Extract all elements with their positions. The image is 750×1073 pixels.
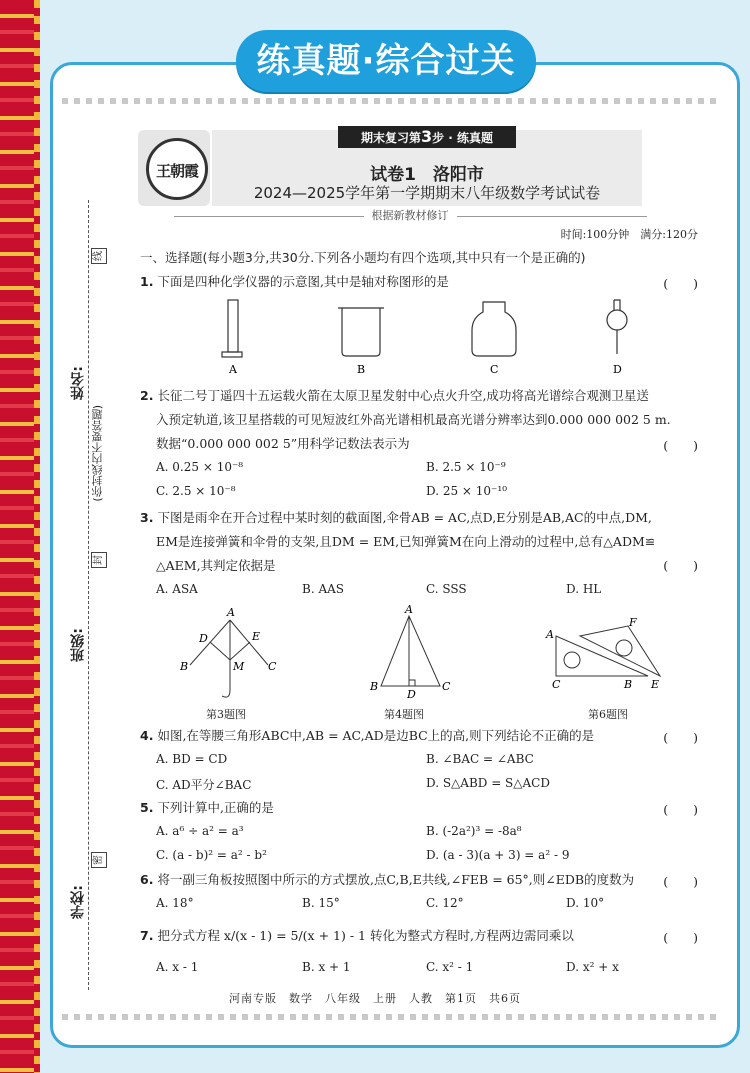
q3-option-b: B. AAS [302,582,344,596]
exam-subtitle: 2024—2025学年第一学期期末八年级数学考试试卷 [253,184,601,202]
q4-option-b: B. ∠BAC = ∠ABC [426,752,534,766]
bottom-border [62,1014,722,1020]
logo-text: 王朝霞 [155,162,198,180]
answer-paren-3: ( ) [663,558,698,573]
q6-option-d: D. 10° [566,896,605,910]
svg-text:B: B [370,680,379,693]
page-footer: 河南专版 数学 八年级 上册 人教 第1页 共6页 [229,992,521,1005]
q7-option-b: B. x + 1 [302,960,351,974]
q2-option-d: D. 25 × 10⁻¹⁰ [426,484,507,498]
svg-text:A: A [405,603,413,616]
school-label: 学校: [70,885,86,919]
time-info: 时间:100分钟 满分:120分 [560,228,698,241]
answer-paren-6: ( ) [663,874,698,889]
svg-text:A: A [546,628,554,641]
q5-option-b: B. (-2a²)³ = -8a⁸ [426,824,522,838]
q4-option-a: A. BD = CD [156,752,228,766]
step-tag: 期末复习第3步 · 练真题 [338,126,516,148]
svg-text:C: C [552,678,561,691]
revision-note: 根据新教材修订 [140,207,680,223]
caption-fig6: 第6题图 [588,708,628,721]
answer-paren-1: ( ) [663,276,698,291]
exam-title: 试卷1 洛阳市 [370,165,484,185]
q5-option-d: D. (a - 3)(a + 3) = a² - 9 [426,848,570,862]
svg-text:M: M [233,660,245,673]
notice-label: (你封线内不要答题) [91,405,104,502]
class-label: 班级: [70,628,86,662]
q3-option-d: D. HL [566,582,602,596]
question-4: 4. 如图,在等腰三角形ABC中,AB = AC,AD是边BC上的高,则下列结论不正确的是 [140,728,595,743]
question-5: 5. 下列计算中,正确的是 [140,800,274,815]
svg-text:A: A [227,606,235,619]
question-7: 7. 把分式方程 x/(x - 1) = 5/(x + 1) - 1 转化为整式方程时,方程两边需同乘以 [140,928,574,943]
q7-option-a: A. x - 1 [156,960,199,974]
q6-option-a: A. 18° [156,896,194,910]
q4-option-d: D. S△ABD = S△ACD [426,776,550,790]
seal-mark-secret: 密 [91,852,107,868]
q6-option-b: B. 15° [302,896,340,910]
answer-paren-4: ( ) [663,730,698,745]
svg-text:C: C [268,660,277,673]
q7-option-d: D. x² + x [566,960,619,974]
caption-fig3: 第3题图 [206,708,246,721]
question-1: 1. 下面是四种化学仪器的示意图,其中是轴对称图形的是 [140,274,449,289]
svg-text:B: B [180,660,189,673]
answer-paren-7: ( ) [663,930,698,945]
caption-fig4: 第4题图 [384,708,424,721]
section-heading: 一、选择题(每小题3分,共30分.下列各小题均有四个选项,其中只有一个是正确的) [140,250,586,265]
q2-option-c: C. 2.5 × 10⁻⁸ [156,484,236,498]
question-6: 6. 将一副三角板按照图中所示的方式摆放,点C,B,E共线,∠FEB = 65°,则∠EDB的度数为 [140,872,635,887]
q3-option-a: A. ASA [156,582,198,596]
q5-option-a: A. a⁶ ÷ a² = a³ [156,824,244,838]
banner-title: 练真题·综合过关 [236,30,536,92]
q1-label-c: C [490,363,499,376]
q2-option-a: A. 0.25 × 10⁻⁸ [156,460,244,474]
name-label: 姓名: [70,366,86,400]
q5-option-c: C. (a - b)² = a² - b² [156,848,267,862]
svg-text:F: F [629,616,637,629]
q6-option-c: C. 12° [426,896,464,910]
q1-label-a: A [229,363,237,376]
q1-label-d: D [613,363,622,376]
svg-text:C: C [442,680,451,693]
answer-paren-2: ( ) [663,438,698,453]
svg-text:D: D [199,632,208,645]
q2-option-b: B. 2.5 × 10⁻⁹ [426,460,506,474]
q4-option-c: C. AD平分∠BAC [156,778,252,792]
question-2: 2. 长征二号丁遥四十五运载火箭在太原卫星发射中心点火升空,成功将高光谱综合观测卫星送 入预定轨道,该卫星搭载的可见短波红外高光谱相机最高光谱分辨率达到0.000 000 002 5 m. 数据“0.000 000 002 5”用科学记数法表示为 [140,388,671,451]
q7-option-c: C. x² - 1 [426,960,474,974]
svg-text:B: B [624,678,633,691]
answer-paren-5: ( ) [663,802,698,817]
q1-label-b: B [357,363,366,376]
seal-mark-seal: 封 [91,552,107,568]
svg-text:D: D [407,688,416,701]
svg-text:E: E [252,630,261,643]
question-3: 3. 下图是雨伞在开合过程中某时刻的截面图,伞骨AB = AC,点D,E分别是AB,AC的中点,DM, EM是连接弹簧和伞骨的支架,且DM = EM,已知弹簧M在向上滑动的过程中,总有△ADM≌ △AEM,其判定依据是 [140,510,656,573]
q3-option-c: C. SSS [426,582,467,596]
seal-mark-line: 线 [91,248,107,264]
svg-text:E: E [651,678,660,691]
